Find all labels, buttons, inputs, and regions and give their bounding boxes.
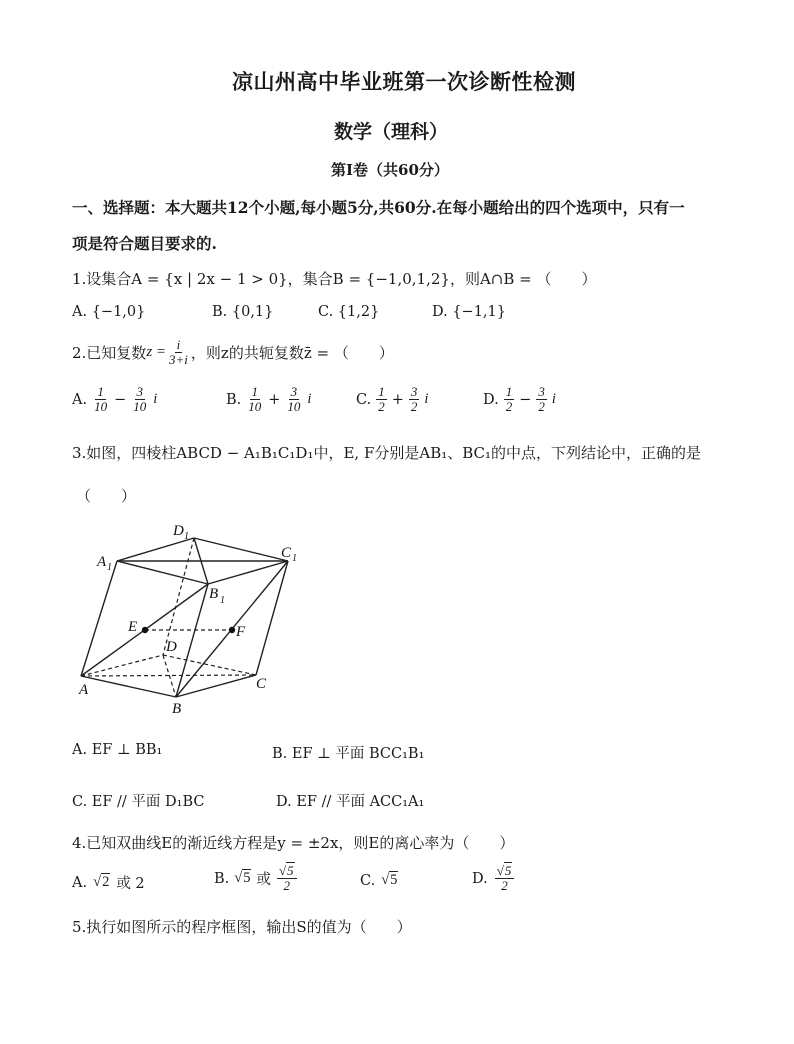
part-heading: 第Ⅰ卷（共60分） [331, 161, 449, 179]
edge-c1-c [256, 561, 288, 675]
q4-b-frac-rad: 5 [287, 863, 294, 878]
q4-b-mid: 或 [256, 872, 271, 888]
question-3-paren: （ ） [76, 487, 137, 505]
q2-c-real-den: 2 [378, 399, 385, 414]
label-b1: B [209, 586, 219, 602]
q4-c-rad: 5 [390, 872, 398, 888]
q2-a-real-den: 10 [94, 399, 108, 414]
q4-b-frac [277, 864, 297, 893]
section-instruction-line2: 项是符合题目要求的. [72, 234, 217, 253]
point-e [142, 627, 148, 633]
q4-d-label: D. [472, 870, 488, 887]
question-2-var: z = [146, 344, 167, 360]
edge-b1-a1 [117, 561, 208, 584]
q4-a-rad: 2 [102, 874, 110, 890]
q2-d-imag-den: 2 [538, 399, 545, 414]
prism-figure [70, 515, 310, 720]
q4-a-sqrt [93, 874, 110, 891]
question-1-option-d: D. {−1,1} [432, 304, 506, 320]
label-d: D [166, 639, 177, 655]
q4-b-frac-den: 2 [283, 878, 291, 893]
label-c: C [256, 676, 267, 692]
q2-a-frac-real [92, 385, 109, 414]
q2-a-label: A. [72, 391, 88, 408]
edge-c1-b1 [208, 561, 288, 584]
q2-d-imag-unit: i [551, 391, 556, 407]
question-2-option-b [226, 385, 311, 414]
q4-b-label: B. [214, 870, 230, 887]
edge-a1-a [81, 561, 117, 676]
q2-d-label: D. [483, 391, 499, 408]
q2-c-imag-num: 3 [410, 384, 418, 399]
q2-d-frac-imag [536, 385, 547, 414]
question-3-option-b: B. EF ⊥ 平面 BCC₁B₁ [272, 746, 425, 762]
label-d1-sub: 1 [184, 531, 189, 542]
question-2-option-c [356, 385, 428, 414]
q2-c-imag-den: 2 [410, 399, 418, 414]
question-2-fraction [167, 338, 190, 367]
q4-c-sqrt-sign: √ [381, 872, 390, 888]
q4-d-frac [495, 864, 515, 893]
label-b: B [172, 701, 182, 717]
q2-c-label: C. [356, 391, 372, 408]
q2-b-real-den: 10 [248, 399, 262, 414]
question-1-stem: 1.设集合A = {x | 2x − 1 > 0}，集合B = {−1,0,1,2}，则A∩B = （ ） [72, 270, 597, 288]
q4-d-frac-num [495, 864, 515, 879]
q4-a-sqrt-sign: √ [93, 874, 102, 890]
label-f: F [236, 624, 246, 640]
label-d1: D [173, 523, 184, 539]
page-subtitle: 数学（理科） [334, 121, 449, 143]
q2-a-imag-num: 3 [136, 384, 143, 399]
question-3-option-c: C. EF // 平面 D₁BC [72, 794, 205, 810]
q4-d-frac-den: 2 [501, 878, 508, 893]
label-a1-sub: 1 [107, 562, 112, 573]
question-2-prefix: 2.已知复数 [72, 344, 147, 362]
q2-a-imag-den: 10 [133, 399, 147, 414]
question-4-option-d [472, 864, 515, 893]
q4-c-sqrt [381, 872, 398, 889]
q4-b-frac-sqrt-sign: √ [278, 863, 287, 878]
q2-c-frac-imag [409, 385, 420, 414]
label-a: A [79, 682, 89, 698]
q2-b-frac-imag [285, 385, 302, 414]
q2-b-label: B. [226, 391, 242, 408]
question-2-frac-den: 3+i [169, 352, 188, 367]
question-2-option-a [72, 385, 157, 414]
q2-a-frac-imag [131, 385, 148, 414]
question-1-option-c: C. {1,2} [318, 304, 380, 320]
q2-d-frac-real [504, 385, 515, 414]
question-2-option-d [483, 385, 556, 414]
hidden-edge-d1-d [163, 538, 194, 655]
question-4-option-c [360, 872, 398, 889]
q4-b-sqrt-sign: √ [234, 870, 243, 886]
question-3-option-d: D. EF // 平面 ACC₁A₁ [276, 794, 425, 810]
q4-d-frac-rad: 5 [504, 863, 512, 878]
edge-b-c [176, 675, 256, 697]
question-1-option-b: B. {0,1} [212, 304, 274, 320]
point-f [229, 627, 235, 633]
question-2-stem [72, 338, 394, 367]
q2-d-real-den: 2 [505, 399, 513, 414]
page-title: 凉山州高中毕业班第一次诊断性检测 [232, 69, 576, 94]
q4-a-tail: 或 2 [116, 876, 145, 892]
q2-b-frac-real [246, 385, 263, 414]
question-3-stem: 3.如图，四棱柱ABCD − A₁B₁C₁D₁中，E, F分别是AB₁、BC₁的中点，下列结论中，正确的是 [72, 444, 702, 462]
hidden-edge-d-c [163, 655, 256, 675]
q4-b-frac-num [277, 864, 297, 879]
q2-c-imag-unit: i [424, 391, 429, 407]
label-a1: A [97, 554, 107, 570]
q2-b-imag-num: 3 [290, 384, 298, 399]
q2-b-operator: + [268, 391, 281, 408]
edge-b1-b [176, 584, 208, 697]
q2-c-real-num: 1 [378, 384, 385, 399]
q4-b-sqrt [234, 870, 251, 887]
question-1-option-a: A. {−1,0} [72, 304, 146, 320]
q2-d-operator: − [519, 391, 532, 408]
q2-c-operator: + [391, 391, 404, 408]
question-4-option-b [214, 864, 298, 893]
question-5-stem: 5.执行如图所示的程序框图，输出S的值为（ ） [72, 918, 412, 936]
q2-d-imag-num: 3 [538, 384, 545, 399]
question-2-frac-num: i [176, 337, 181, 352]
question-4-option-a [72, 872, 145, 893]
label-c1: C [281, 545, 292, 561]
question-3-option-a: A. EF ⊥ BB₁ [72, 742, 163, 758]
q4-a-label: A. [72, 874, 88, 891]
edge-a1-d1 [117, 538, 194, 561]
q2-c-frac-real [376, 385, 387, 414]
question-2-suffix: ，则z的共轭复数z̄ = （ ） [190, 344, 394, 362]
q2-a-imag-unit: i [153, 391, 158, 407]
q4-d-frac-sqrt-sign: √ [496, 863, 504, 878]
q4-c-label: C. [360, 872, 376, 889]
q2-b-imag-den: 10 [287, 399, 301, 414]
q2-d-real-num: 1 [505, 384, 513, 399]
edge-d1-c1 [194, 538, 288, 561]
question-4-stem: 4.已知双曲线E的渐近线方程是y = ±2x，则E的离心率为（ ） [72, 834, 515, 852]
q2-a-operator: − [114, 391, 127, 408]
q2-b-real-num: 1 [251, 384, 259, 399]
q2-b-imag-unit: i [307, 391, 312, 407]
q4-b-rad: 5 [243, 870, 251, 886]
hidden-edge-a-d [81, 655, 163, 676]
edge-a-b [81, 676, 176, 697]
q2-a-real-num: 1 [97, 384, 104, 399]
label-e: E [128, 619, 138, 635]
label-c1-sub: 1 [292, 553, 297, 564]
label-b1-sub: 1 [220, 595, 225, 606]
hidden-diag-a-c [81, 675, 256, 676]
section-instruction-line1: 一、选择题：本大题共12个小题,每小题5分,共60分.在每小题给出的四个选项中，只有一 [72, 198, 685, 217]
